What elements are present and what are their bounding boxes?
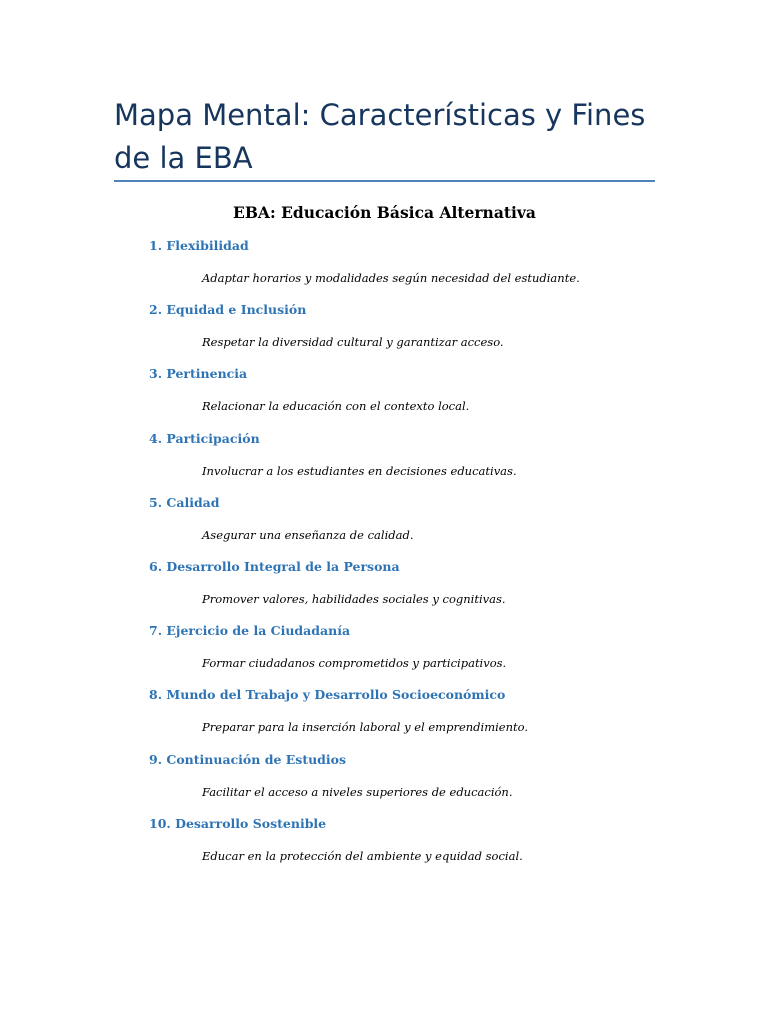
item-title: 3. Pertinencia xyxy=(149,366,248,382)
item-title: 1. Flexibilidad xyxy=(149,238,249,253)
item-description: Respetar la diversidad cultural y garantizar acceso. xyxy=(202,335,504,350)
list-item xyxy=(0,364,768,428)
item-description: Adaptar horarios y modalidades según necesidad del estudiante. xyxy=(202,271,580,285)
characteristics-list xyxy=(0,236,768,878)
item-title: 4. Participación xyxy=(149,430,260,446)
list-item xyxy=(0,493,768,557)
item-title: 5. Calidad xyxy=(149,494,220,510)
list-item xyxy=(0,750,768,814)
item-description: Promover valores, habilidades sociales y cognitivas. xyxy=(202,591,506,606)
item-title: 10. Desarrollo Sostenible xyxy=(149,815,327,831)
list-item xyxy=(0,300,768,364)
item-title: 6. Desarrollo Integral de la Persona xyxy=(149,558,400,574)
item-description: Relacionar la educación con el contexto local. xyxy=(202,399,470,414)
item-title: 2. Equidad e Inclusión xyxy=(149,302,307,318)
item-description: Formar ciudadanos comprometidos y participativos. xyxy=(202,656,507,671)
item-description: Involucrar a los estudiantes en decisiones educativas. xyxy=(202,463,517,478)
title-underline xyxy=(114,180,655,182)
item-description: Asegurar una enseñanza de calidad. xyxy=(202,527,414,542)
document-title: Mapa Mental: Características y Fines de la EBA xyxy=(114,98,646,175)
item-title: 8. Mundo del Trabajo y Desarrollo Socioeconómico xyxy=(149,687,506,703)
item-description: Facilitar el acceso a niveles superiores de educación. xyxy=(202,784,513,799)
item-title: 7. Ejercicio de la Ciudadanía xyxy=(149,623,351,639)
item-title: 9. Continuación de Estudios xyxy=(149,751,347,767)
list-item xyxy=(0,814,768,878)
list-item xyxy=(0,621,768,685)
list-item xyxy=(0,557,768,621)
document-heading: EBA: Educación Básica Alternativa xyxy=(233,203,536,222)
list-item xyxy=(0,429,768,493)
item-description: Educar en la protección del ambiente y equidad social. xyxy=(202,848,523,863)
item-description: Preparar para la inserción laboral y el emprendimiento. xyxy=(202,720,528,735)
list-item xyxy=(0,685,768,749)
list-item xyxy=(0,236,768,300)
